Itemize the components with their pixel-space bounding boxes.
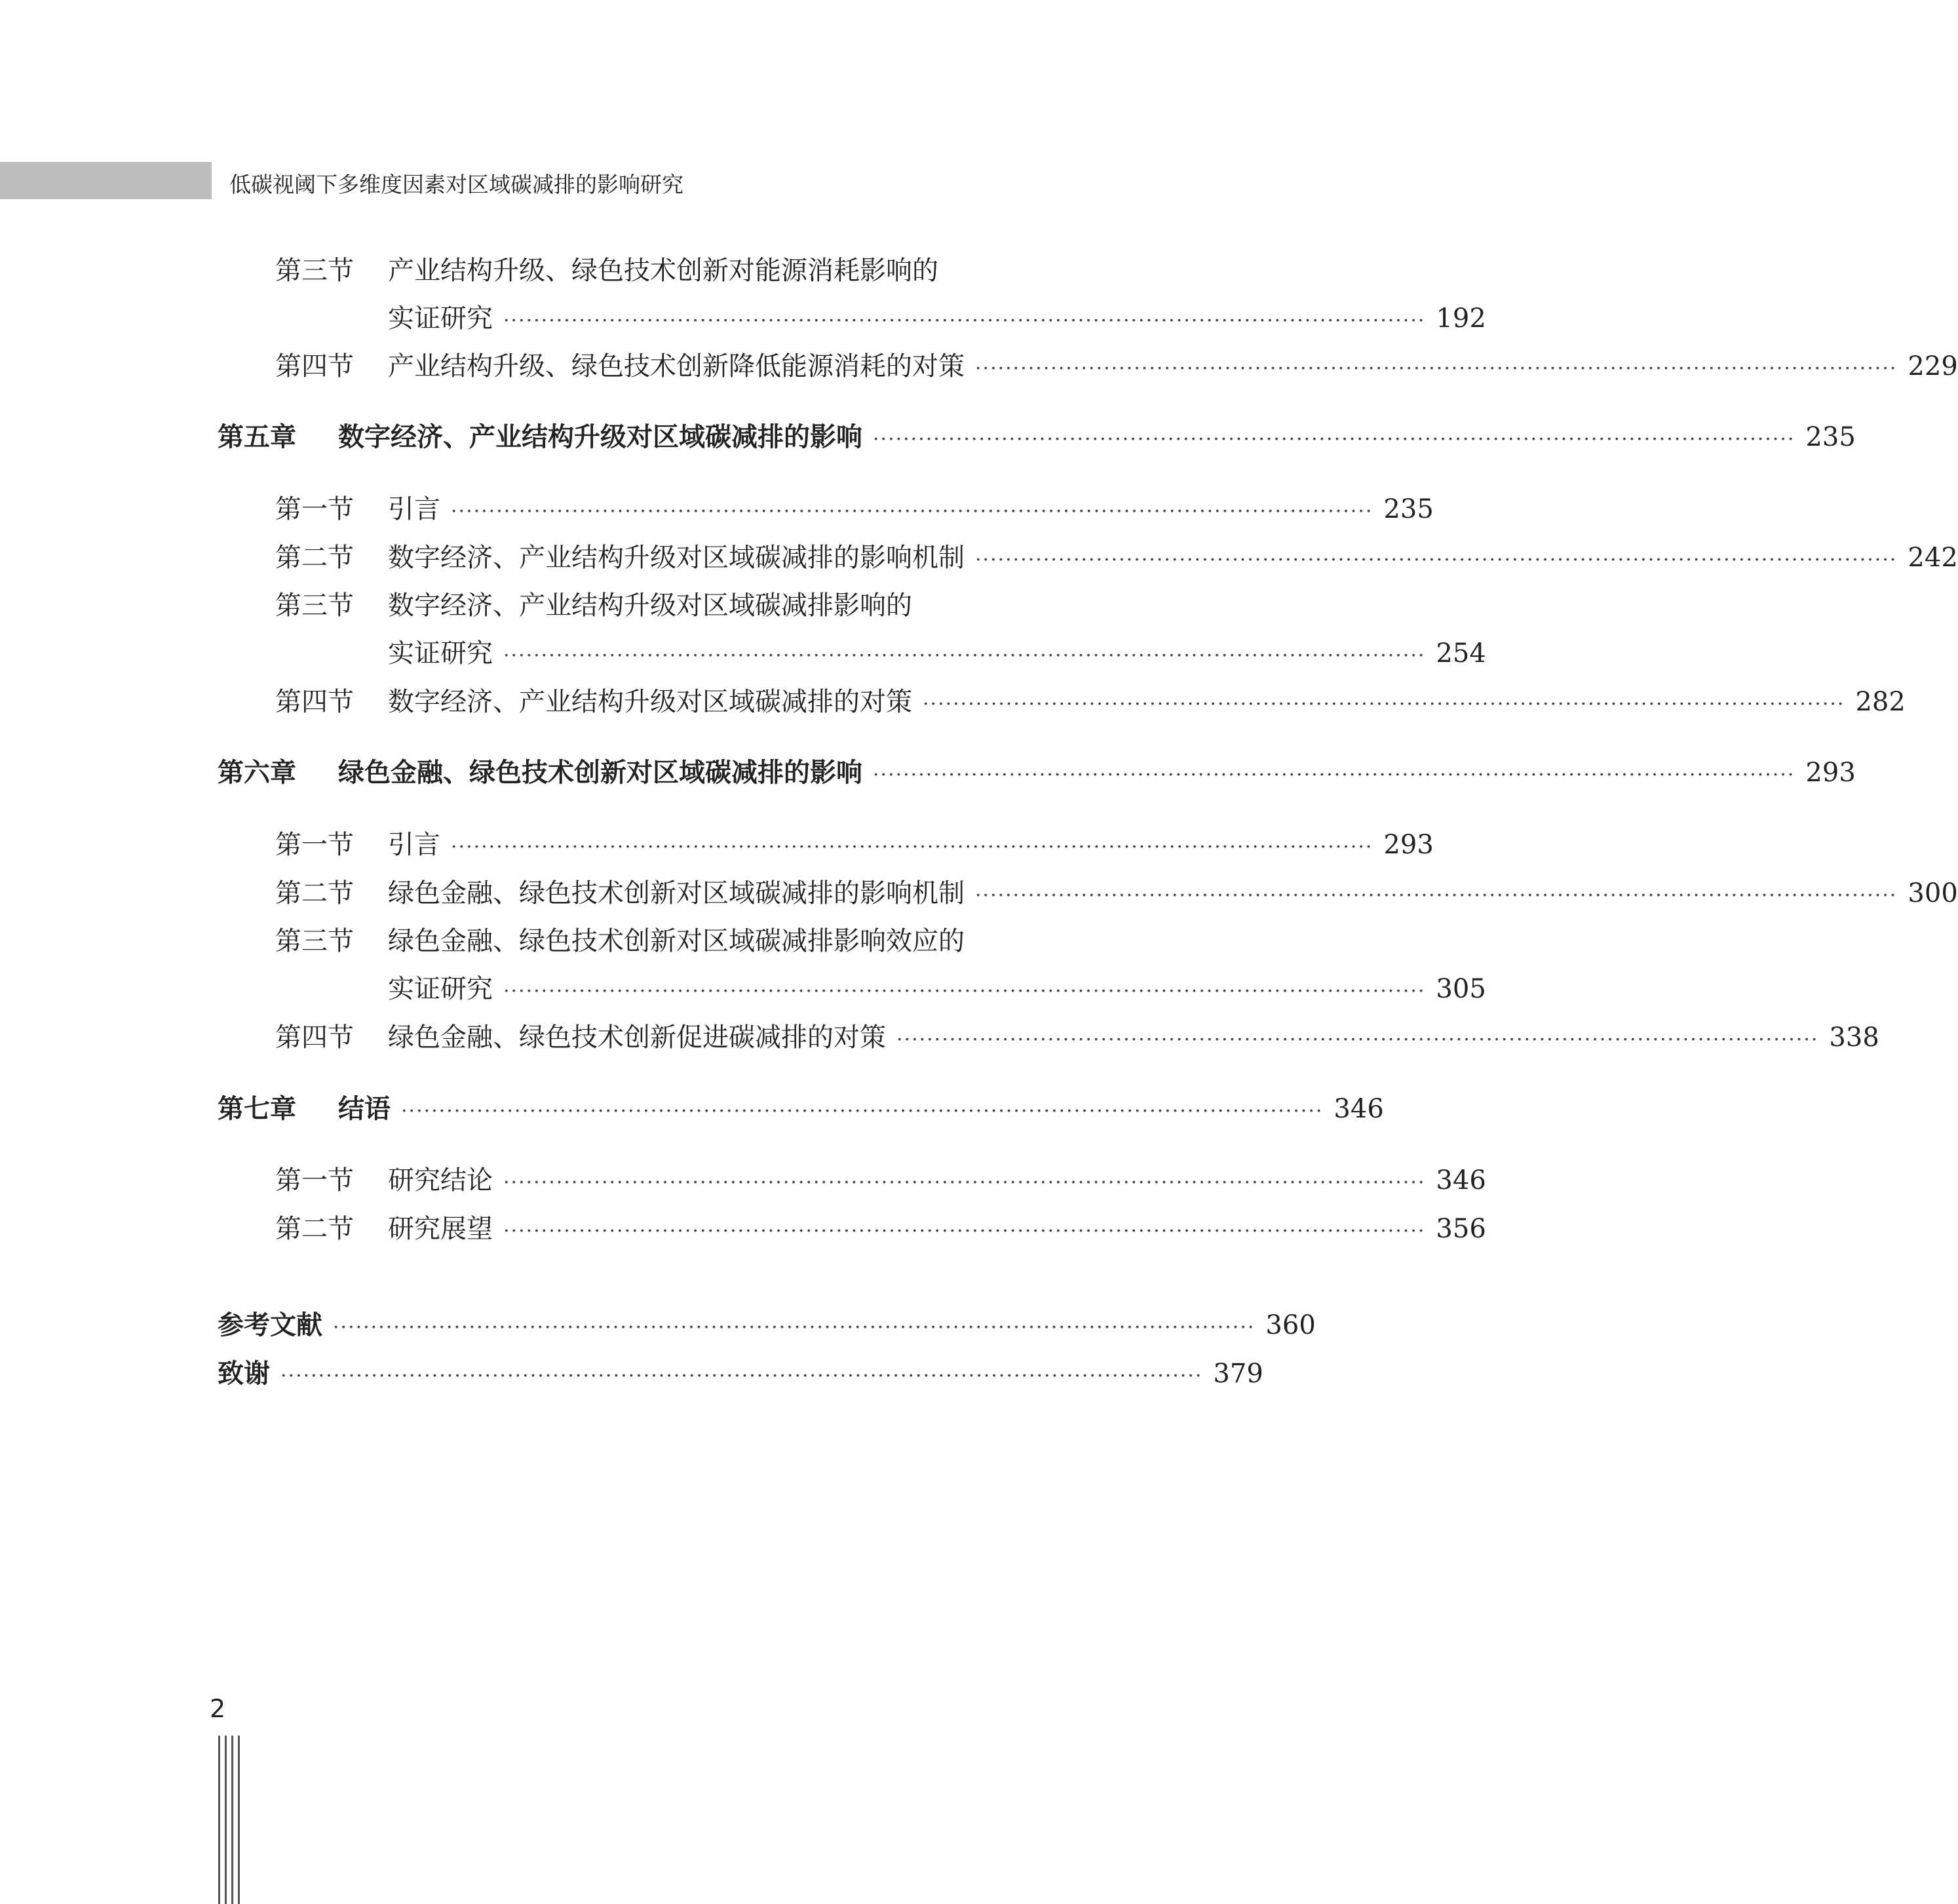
toc-page: 282 <box>1855 687 1906 717</box>
toc-page: 293 <box>1383 830 1434 860</box>
toc-entry <box>275 874 1958 913</box>
toc-label: 第七章 <box>218 1094 296 1124</box>
toc-title: 绿色金融、绿色技术创新对区域碳减排的影响机制 <box>388 878 965 908</box>
leader-dots: ·························································································································· <box>280 1365 1203 1388</box>
toc-title: 数字经济、产业结构升级对区域碳减排的影响 <box>338 422 862 452</box>
leader-dots: ·························································································································· <box>451 500 1373 523</box>
toc-label: 第一节 <box>275 494 354 524</box>
toc-references <box>218 1306 1316 1345</box>
toc-page: 305 <box>1436 974 1486 1004</box>
toc-entry <box>275 299 1486 338</box>
toc-entry <box>275 251 1144 290</box>
toc-label: 第四节 <box>275 687 354 717</box>
toc-entry <box>275 922 1144 961</box>
toc-page: 338 <box>1829 1022 1879 1053</box>
toc-page: 379 <box>1213 1359 1263 1389</box>
toc-entry <box>275 969 1486 1009</box>
toc-entry <box>275 634 1486 673</box>
toc-title: 实证研究 <box>388 974 493 1004</box>
toc-entry <box>275 825 1434 865</box>
toc-title: 数字经济、产业结构升级对区域碳减排的影响机制 <box>388 543 965 573</box>
toc-page: 229 <box>1908 351 1958 381</box>
leader-dots: ·························································································································· <box>503 309 1426 332</box>
toc-page: 235 <box>1805 422 1856 452</box>
toc-label: 第六章 <box>218 758 296 788</box>
toc-entry <box>275 586 1144 625</box>
toc-chapter <box>218 753 1856 792</box>
toc-title: 数字经济、产业结构升级对区域碳减排影响的 <box>388 591 912 621</box>
toc-title: 研究结论 <box>388 1165 493 1195</box>
decorative-rule <box>231 1736 233 1904</box>
page-number: 2 <box>210 1694 226 1723</box>
leader-dots: ·························································································································· <box>923 693 1845 716</box>
toc-page: 235 <box>1383 494 1434 524</box>
toc-label: 第三节 <box>275 926 354 956</box>
leader-dots: ·························································································································· <box>401 1100 1324 1123</box>
toc-entry <box>275 538 1958 577</box>
toc-title: 致谢 <box>218 1359 270 1389</box>
toc-entry <box>275 1161 1486 1200</box>
toc-page: 356 <box>1436 1214 1486 1244</box>
toc-label: 第二节 <box>275 1214 354 1244</box>
leader-dots: ·························································································································· <box>503 644 1426 667</box>
toc-label: 第四节 <box>275 1022 354 1053</box>
header-gray-bar <box>0 162 212 199</box>
toc-label: 第四节 <box>275 351 354 381</box>
decorative-rule <box>238 1736 240 1904</box>
leader-dots: ·························································································································· <box>503 1171 1426 1194</box>
toc-page: 300 <box>1908 878 1958 908</box>
toc-page: 242 <box>1908 543 1958 573</box>
leader-dots: ·························································································································· <box>873 764 1795 787</box>
toc-acknowledgements <box>218 1354 1263 1393</box>
toc-title: 绿色金融、绿色技术创新对区域碳减排影响效应的 <box>388 926 965 956</box>
toc-label: 第五章 <box>218 422 296 452</box>
toc-title: 研究展望 <box>388 1214 493 1244</box>
toc-title: 绿色金融、绿色技术创新促进碳减排的对策 <box>388 1022 886 1053</box>
toc-page: 360 <box>1265 1310 1316 1340</box>
toc-entry <box>275 1018 1879 1057</box>
toc-label: 第一节 <box>275 1165 354 1195</box>
leader-dots: ·························································································································· <box>975 357 1898 380</box>
toc-title: 参考文献 <box>218 1310 322 1340</box>
toc-entry <box>275 1209 1486 1249</box>
running-head: 低碳视阈下多维度因素对区域碳减排的影响研究 <box>229 172 683 197</box>
toc-page: 346 <box>1436 1165 1486 1195</box>
toc-entry <box>275 347 1958 386</box>
leader-dots: ·························································································································· <box>503 1220 1426 1243</box>
toc-entry <box>275 682 1906 722</box>
toc-title: 结语 <box>338 1094 391 1124</box>
leader-dots: ·························································································································· <box>873 428 1795 451</box>
decorative-rule <box>218 1736 220 1904</box>
leader-dots: ·························································································································· <box>975 884 1898 907</box>
toc-label: 第二节 <box>275 878 354 908</box>
toc-title: 绿色金融、绿色技术创新对区域碳减排的影响 <box>338 758 862 788</box>
toc-label: 第二节 <box>275 543 354 573</box>
toc-chapter <box>218 1089 1384 1129</box>
toc-page: 293 <box>1805 758 1856 788</box>
toc-title: 引言 <box>388 494 440 524</box>
toc-page: 346 <box>1334 1094 1384 1124</box>
toc-page: 192 <box>1436 303 1486 334</box>
toc-title: 产业结构升级、绿色技术创新对能源消耗影响的 <box>388 256 938 286</box>
toc-label: 第三节 <box>275 256 354 286</box>
toc-page: 254 <box>1436 638 1486 669</box>
toc-title: 实证研究 <box>388 303 493 334</box>
toc-chapter <box>218 418 1856 457</box>
decorative-rule <box>225 1736 227 1904</box>
toc-title: 数字经济、产业结构升级对区域碳减排的对策 <box>388 687 912 717</box>
toc-title: 产业结构升级、绿色技术创新降低能源消耗的对策 <box>388 351 965 381</box>
toc-title: 引言 <box>388 830 440 860</box>
leader-dots: ·························································································································· <box>451 836 1373 859</box>
toc-label: 第三节 <box>275 591 354 621</box>
leader-dots: ·························································································································· <box>503 980 1426 1003</box>
toc-label: 第一节 <box>275 830 354 860</box>
leader-dots: ·························································································································· <box>975 549 1898 572</box>
toc-entry <box>275 490 1434 529</box>
toc-title: 实证研究 <box>388 638 493 669</box>
leader-dots: ·························································································································· <box>333 1316 1256 1339</box>
leader-dots: ·························································································································· <box>896 1028 1819 1051</box>
